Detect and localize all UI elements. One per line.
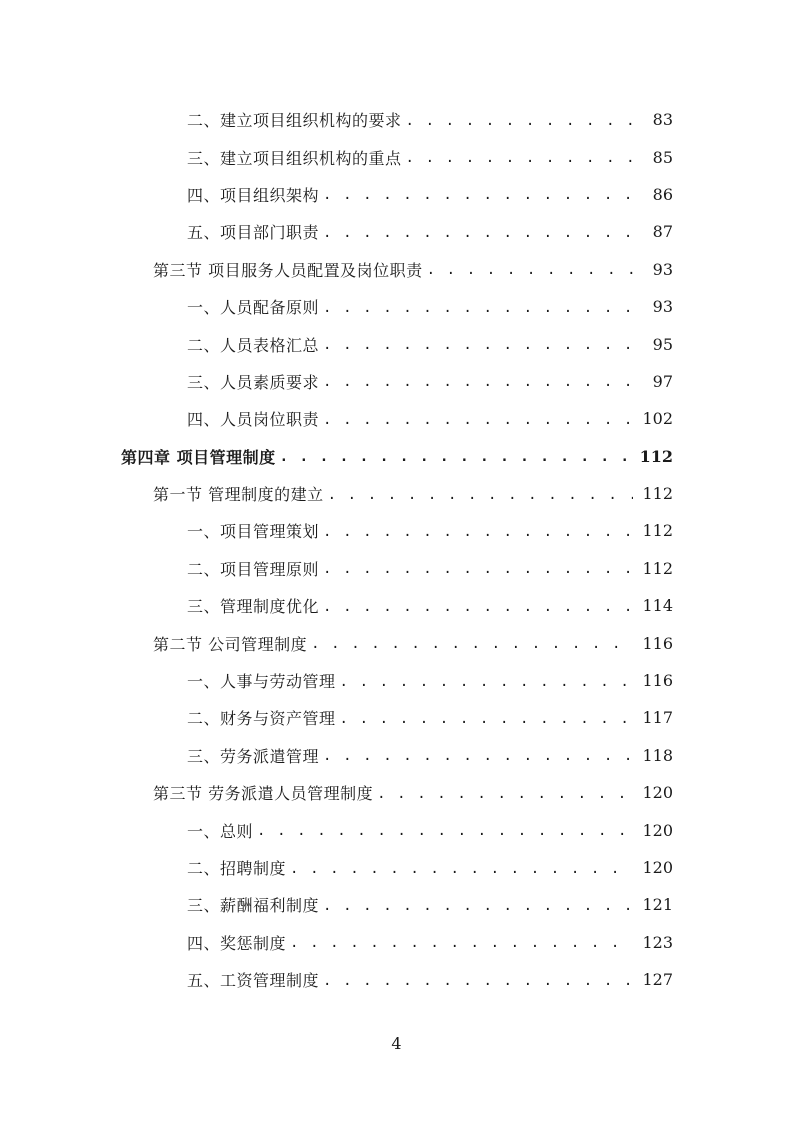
- toc-entry-title: 第四章 项目管理制度: [121, 447, 276, 467]
- toc-dot-leader: [406, 113, 633, 129]
- toc-entry[interactable]: [0, 811, 793, 848]
- toc-entry[interactable]: [0, 101, 793, 138]
- toc-dot-leader: [323, 412, 633, 428]
- toc-entry-title: 第二节 公司管理制度: [153, 634, 308, 654]
- toc-entry-title: 二、项目管理原则: [187, 559, 320, 579]
- toc-entry-page: 116: [642, 671, 673, 691]
- toc-entry-page: 127: [642, 970, 673, 990]
- toc-entry[interactable]: [0, 886, 793, 923]
- toc-entry-page: 97: [652, 371, 673, 391]
- toc-entry-title: 五、项目部门职责: [187, 223, 320, 243]
- toc-dot-leader: [311, 636, 633, 652]
- toc-entry-page: 102: [642, 409, 673, 429]
- toc-entry[interactable]: [0, 699, 793, 736]
- toc-entry-page: 120: [642, 858, 673, 877]
- toc-entry-page: 112: [639, 446, 673, 466]
- toc-entry-page: 121: [642, 895, 673, 915]
- toc-entry-title: 第一节 管理制度的建立: [153, 485, 324, 505]
- page-number: 4: [391, 1034, 402, 1053]
- toc-entry-title: 三、人员素质要求: [187, 372, 320, 392]
- toc-entry-title: 三、劳务派遣管理: [187, 746, 320, 766]
- toc-entry-title: 第三节 劳务派遣人员管理制度: [153, 784, 374, 804]
- toc-dot-leader: [340, 674, 633, 690]
- toc-entry-section[interactable]: [0, 774, 793, 811]
- toc-entry[interactable]: [0, 961, 793, 998]
- toc-entry-title: 一、人事与劳动管理: [187, 672, 336, 692]
- toc-entry-title: 一、总则: [187, 821, 254, 841]
- toc-entry[interactable]: [0, 138, 793, 175]
- toc-entry-page: 120: [642, 783, 673, 803]
- toc-entry-page: 85: [652, 147, 673, 167]
- toc-dot-leader: [280, 449, 633, 465]
- toc-dot-leader: [323, 300, 633, 316]
- toc-entry-page: 83: [652, 110, 673, 130]
- toc-entry-section[interactable]: [0, 475, 793, 512]
- toc-dot-leader: [323, 898, 633, 914]
- toc-dot-leader: [323, 748, 633, 764]
- toc-dot-leader: [257, 823, 633, 839]
- table-of-contents: [0, 101, 793, 998]
- toc-entry-title: 二、建立项目组织机构的要求: [187, 111, 402, 131]
- toc-entry[interactable]: [0, 587, 793, 624]
- toc-dot-leader: [427, 262, 633, 278]
- toc-entry-page: 87: [652, 222, 673, 242]
- toc-entry-title: 三、管理制度优化: [187, 597, 320, 617]
- toc-entry[interactable]: [0, 325, 793, 362]
- toc-entry-title: 二、招聘制度: [187, 859, 287, 878]
- toc-entry-title: 一、项目管理策划: [187, 522, 320, 542]
- toc-entry-chapter[interactable]: [0, 438, 793, 475]
- toc-entry[interactable]: [0, 213, 793, 250]
- toc-entry-page: 93: [652, 259, 673, 279]
- toc-entry-page: 114: [642, 596, 673, 616]
- toc-entry-section[interactable]: [0, 251, 793, 288]
- toc-entry[interactable]: [0, 737, 793, 774]
- toc-entry-title: 三、薪酬福利制度: [187, 896, 320, 916]
- toc-entry[interactable]: [0, 400, 793, 437]
- toc-entry-title: 二、人员表格汇总: [187, 335, 320, 355]
- toc-entry-page: 86: [652, 184, 673, 204]
- toc-dot-leader: [323, 374, 633, 390]
- toc-entry-title: 第三节 项目服务人员配置及岗位职责: [153, 260, 423, 280]
- toc-entry[interactable]: [0, 550, 793, 587]
- toc-entry-title: 四、项目组织架构: [187, 185, 320, 205]
- toc-entry[interactable]: [0, 512, 793, 549]
- toc-dot-leader: [377, 786, 633, 802]
- toc-entry-page: 117: [642, 708, 673, 728]
- toc-entry[interactable]: [0, 662, 793, 699]
- toc-dot-leader: [323, 225, 633, 241]
- toc-entry[interactable]: [0, 288, 793, 325]
- toc-entry-page: 112: [642, 484, 673, 504]
- toc-dot-leader: [323, 187, 633, 203]
- toc-dot-leader: [290, 861, 633, 877]
- toc-entry[interactable]: [0, 849, 793, 886]
- toc-entry[interactable]: [0, 924, 793, 961]
- toc-entry[interactable]: [0, 363, 793, 400]
- toc-entry-title: 四、人员岗位职责: [187, 410, 320, 430]
- toc-dot-leader: [323, 599, 633, 615]
- toc-entry-page: 95: [652, 334, 673, 354]
- toc-entry-page: 123: [642, 932, 673, 952]
- toc-dot-leader: [340, 711, 633, 727]
- toc-entry-title: 五、工资管理制度: [187, 971, 320, 991]
- toc-entry-page: 118: [642, 745, 673, 765]
- toc-entry[interactable]: [0, 176, 793, 213]
- toc-dot-leader: [323, 561, 633, 577]
- toc-entry-page: 120: [642, 820, 673, 840]
- toc-dot-leader: [406, 150, 633, 166]
- toc-dot-leader: [328, 487, 633, 503]
- toc-dot-leader: [323, 524, 633, 540]
- toc-entry-title: 三、建立项目组织机构的重点: [187, 148, 402, 168]
- toc-entry-page: 93: [652, 297, 673, 317]
- toc-dot-leader: [323, 973, 633, 989]
- toc-entry-title: 四、奖惩制度: [187, 933, 287, 953]
- toc-entry-page: 116: [642, 633, 673, 653]
- toc-dot-leader: [290, 935, 633, 951]
- toc-entry-page: 112: [642, 521, 673, 541]
- toc-dot-leader: [323, 337, 633, 353]
- toc-entry-page: 112: [642, 558, 673, 578]
- toc-entry-section[interactable]: [0, 624, 793, 661]
- toc-entry-title: 二、财务与资产管理: [187, 709, 336, 729]
- toc-entry-title: 一、人员配备原则: [187, 298, 320, 318]
